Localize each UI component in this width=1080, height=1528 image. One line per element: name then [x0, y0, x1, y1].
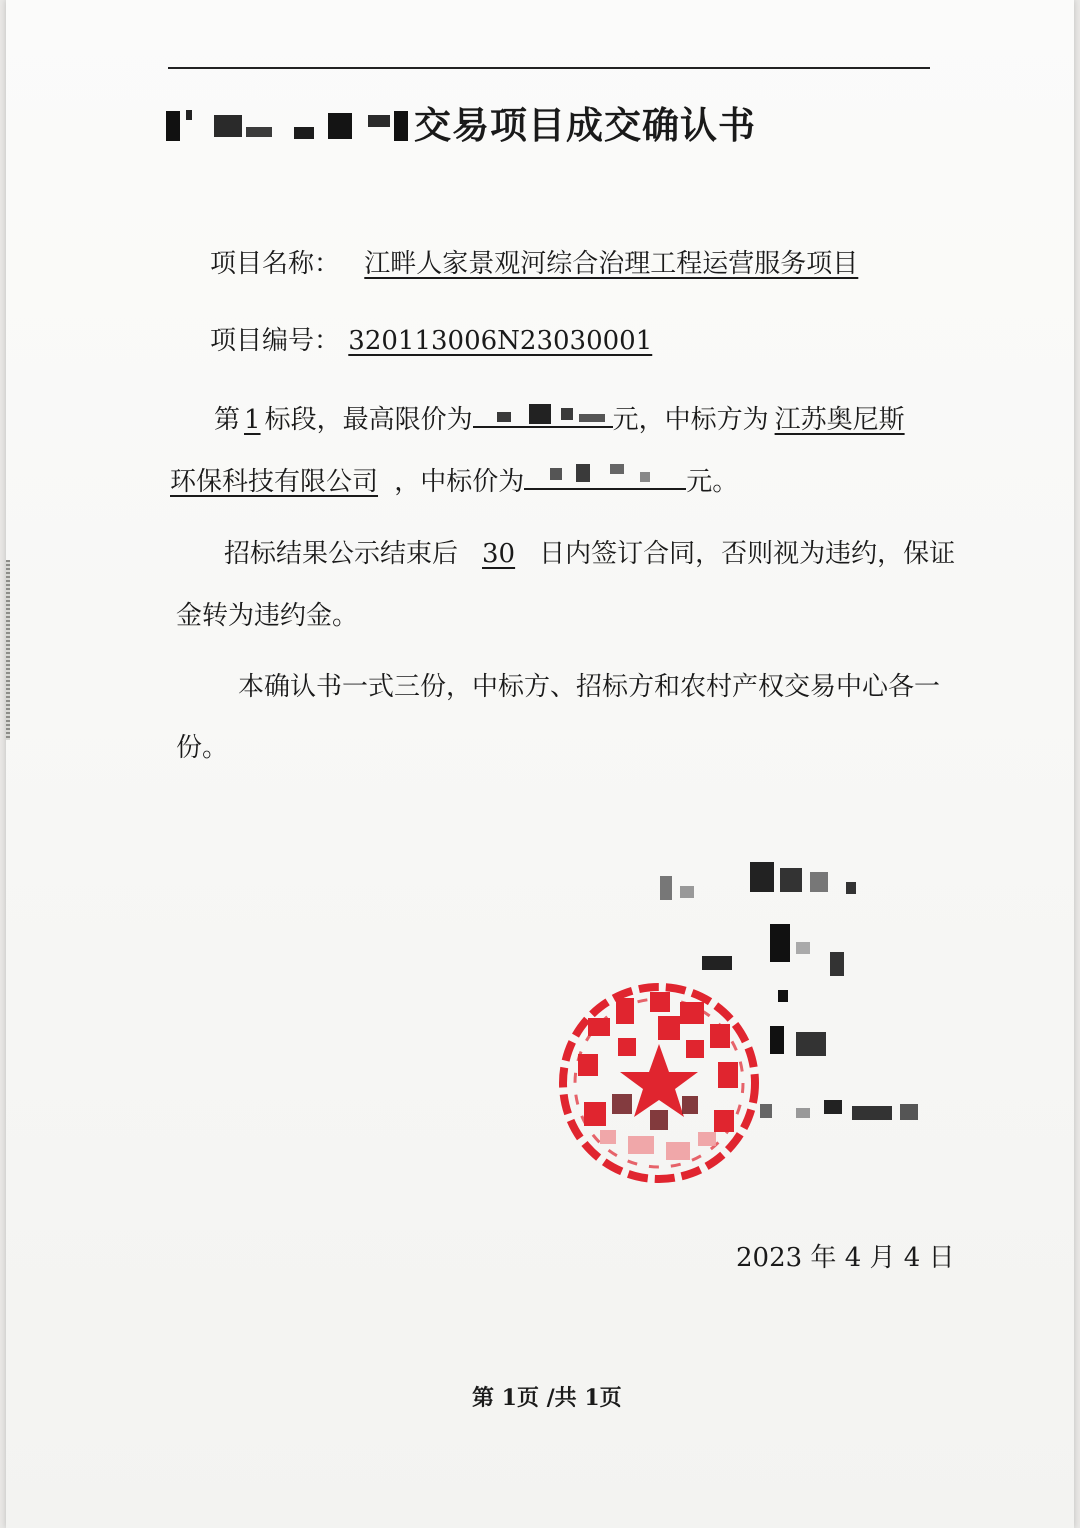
project-code-row [210, 321, 652, 361]
contract-text-3: 金转为违约金。 [176, 601, 359, 631]
project-code-label: 项目编号： [210, 326, 341, 356]
project-name-label: 项目名称： [210, 249, 341, 279]
winner-name-part2: 环保科技有限公司 [170, 467, 379, 497]
winner-name-part1: 江苏奥尼斯 [774, 405, 905, 435]
page-edge-shadow [6, 560, 10, 740]
document-title [166, 96, 936, 156]
section-prefix: 第 [214, 405, 241, 435]
section-row-2 [170, 460, 738, 502]
contract-text-1: 招标结果公示结束后 [224, 539, 459, 569]
document-page [6, 0, 1074, 1528]
project-name-row [210, 244, 858, 284]
copies-row-1 [238, 667, 940, 707]
contract-row-2 [176, 596, 358, 636]
header-rule [168, 67, 930, 69]
page-footer: 第 1页 /共 1页 [472, 1385, 622, 1411]
project-code-value: 320113006N23030001 [348, 326, 653, 356]
title-suffix: 交易项目成交确认书 [414, 104, 756, 147]
redacted-title-prefix [166, 106, 412, 146]
price-yuan-end: 元。 [686, 467, 739, 497]
copies-text-1: 本确认书一式三份，中标方、招标方和农村产权交易中心各一 [238, 672, 941, 702]
section-middle: 标段，最高限价为 [264, 405, 473, 435]
redacted-max-price [473, 398, 613, 428]
contract-days: 30 [482, 539, 516, 569]
copies-text-2: 份。 [176, 733, 229, 763]
redacted-winning-price [524, 460, 686, 490]
section-row-1 [214, 398, 905, 440]
copies-row-2 [176, 728, 228, 768]
contract-row-1 [224, 534, 955, 574]
document-date: 2023 年 4 月 4 日 [736, 1243, 955, 1273]
section-number: 1 [244, 405, 261, 435]
price-label: ，中标价为 [394, 467, 525, 497]
contract-text-2: 日内签订合同，否则视为违约，保证 [539, 539, 956, 569]
section-yuan: 元，中标方为 [612, 405, 769, 435]
project-name-value: 江畔人家景观河综合治理工程运营服务项目 [364, 249, 859, 279]
official-seal-stamp [554, 978, 764, 1188]
